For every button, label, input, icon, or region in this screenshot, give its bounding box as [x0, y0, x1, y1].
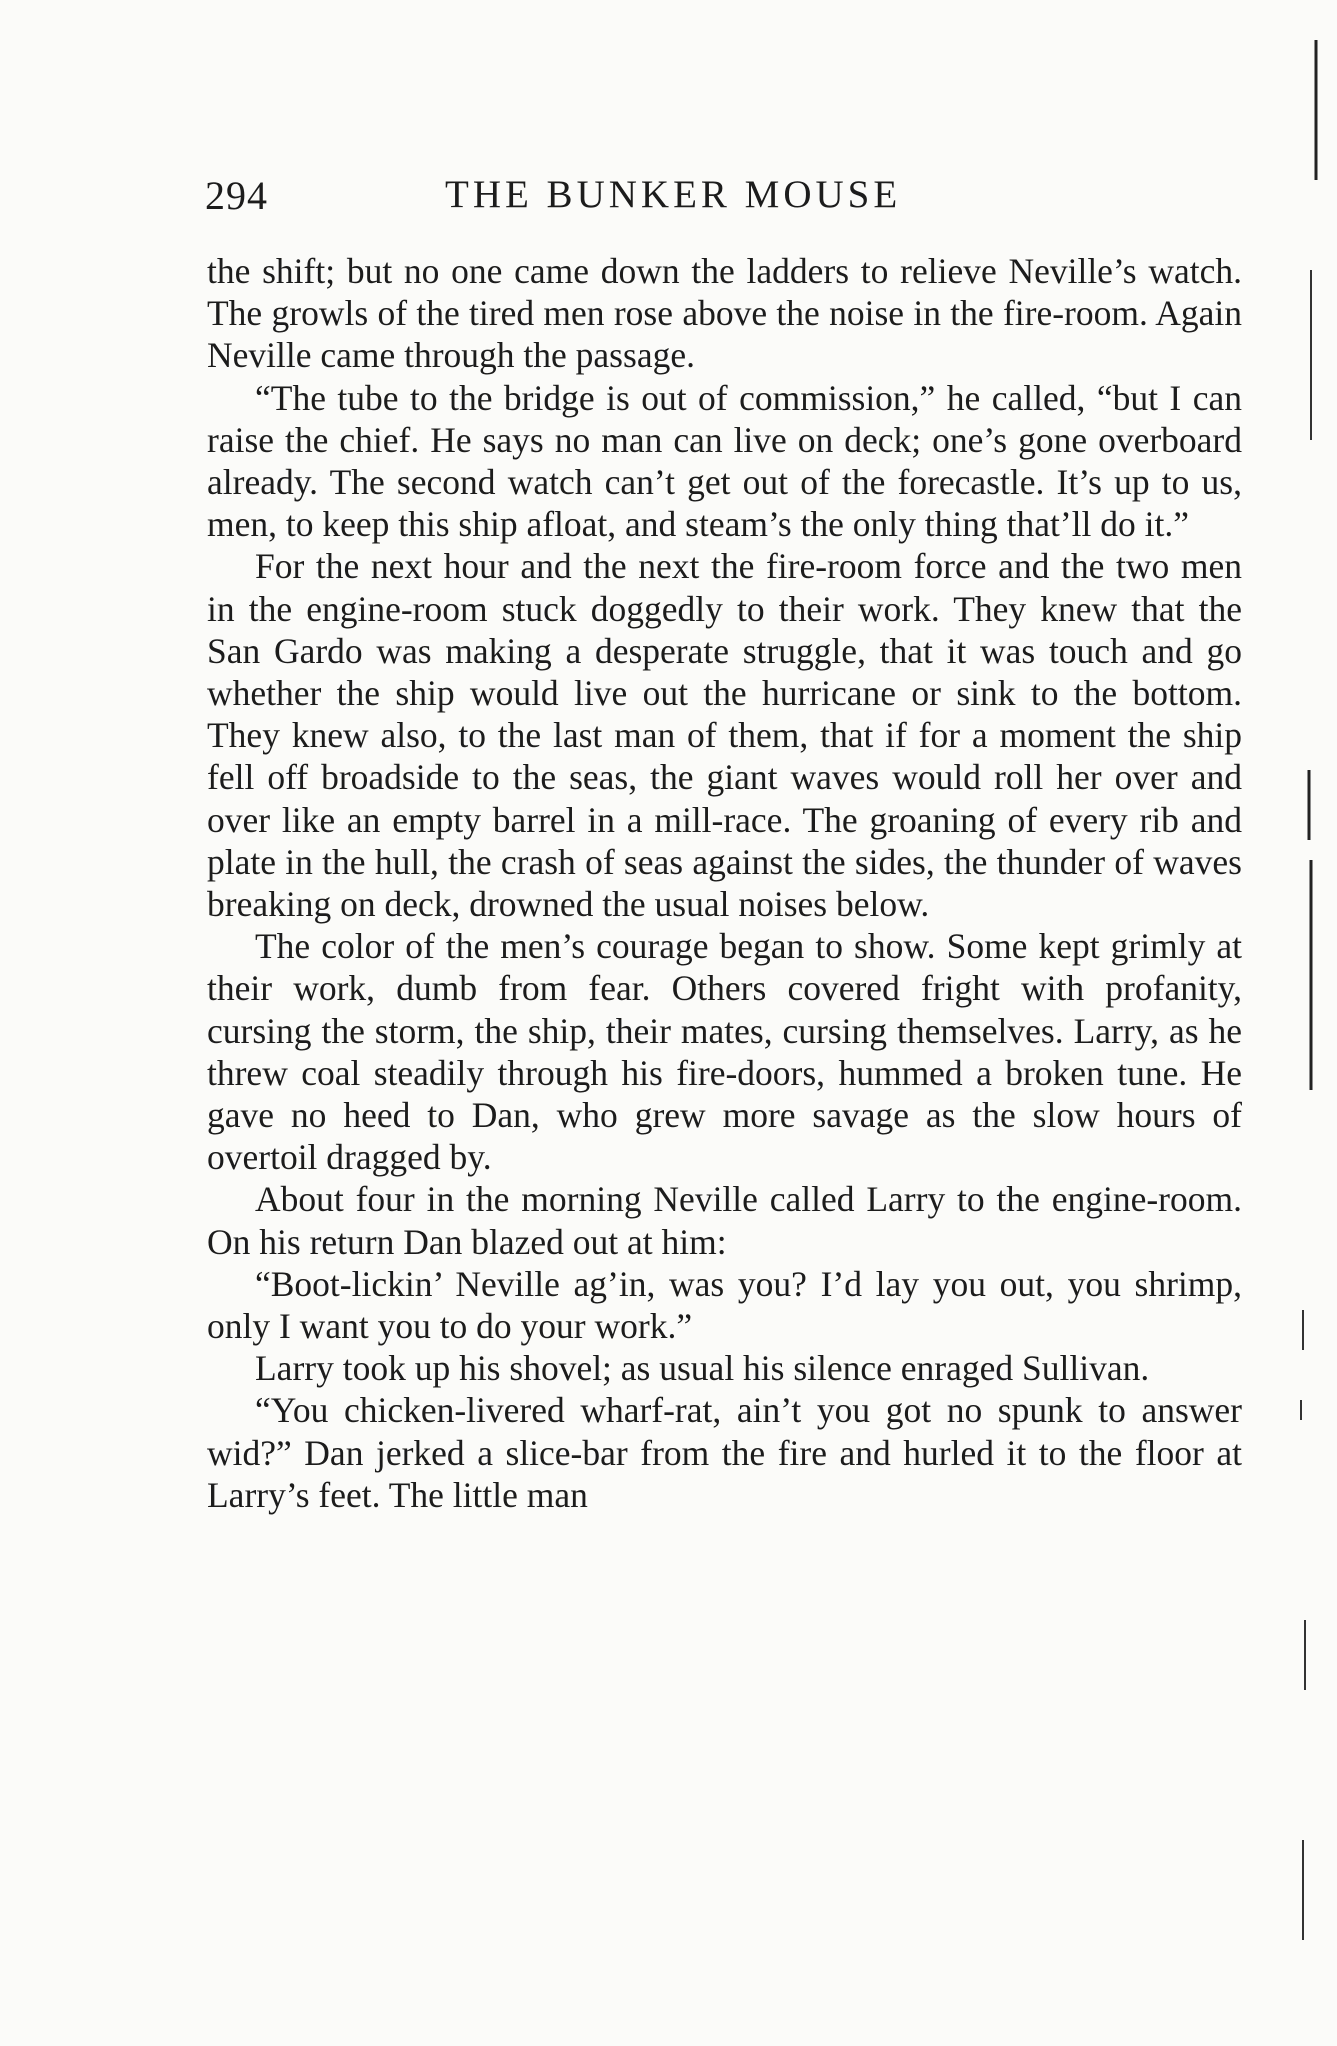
body-text [207, 250, 1242, 1516]
paragraph-8: “You chicken-livered wharf-rat, ain’t you got no spunk to answer wid?” Dan jerked a slice-bar from the fire and hurled it to the floor at Larry’s feet. The little man [207, 1390, 1242, 1515]
running-title: THE BUNKER MOUSE [445, 173, 902, 216]
paragraph-7: Larry took up his shovel; as usual his silence enraged Sullivan. [255, 1348, 1150, 1389]
paragraph-6: “Boot-lickin’ Neville ag’in, was you? I’d lay you out, you shrimp, only I want you to do your work.” [207, 1263, 1242, 1347]
paragraph-4: The color of the men’s courage began to show. Some kept grimly at their work, dumb from fear. Others covered fright with profanity, cursing the storm, the ship, their mates, cursing themselves. Larry, as he threw coal steadily through his fire-doors, hummed a broken tune. He gave no heed to Dan, who grew more savage as the slow hours of overtoil dragged by. [207, 926, 1242, 1178]
scan-edge-marks [1217, 0, 1337, 2046]
page-number: 294 [205, 173, 268, 218]
paragraph-5: About four in the morning Neville called Larry to the engine-room. On his return Dan blazed out at him: [207, 1179, 1242, 1262]
paragraph-1: the shift; but no one came down the ladders to relieve Neville’s watch. The growls of the tired men rose above the noise in the fire-room. Again Neville came through the passage. [207, 251, 1242, 376]
page-header [205, 172, 985, 224]
paragraph-2: “The tube to the bridge is out of commission,” he called, “but I can raise the chief. He says no man can live on deck; one’s gone overboard already. The second watch can’t get out of the forecastle. It’s up to us, men, to keep this ship afloat, and steam’s the only thing that’ll do it.” [207, 377, 1242, 545]
paragraph-3: For the next hour and the next the fire-room force and the two men in the engine-room stuck doggedly to their work. They knew that the San Gardo was making a desperate struggle, that it was touch and go whether the ship would live out the hurricane or sink to the bottom. They knew also, to the last man of them, that if for a moment the ship fell off broadside to the seas, the giant waves would roll her over and over like an empty barrel in a mill-race. The groaning of every rib and plate in the hull, the crash of seas against the sides, the thunder of waves breaking on deck, drowned the usual noises below. [207, 546, 1242, 925]
